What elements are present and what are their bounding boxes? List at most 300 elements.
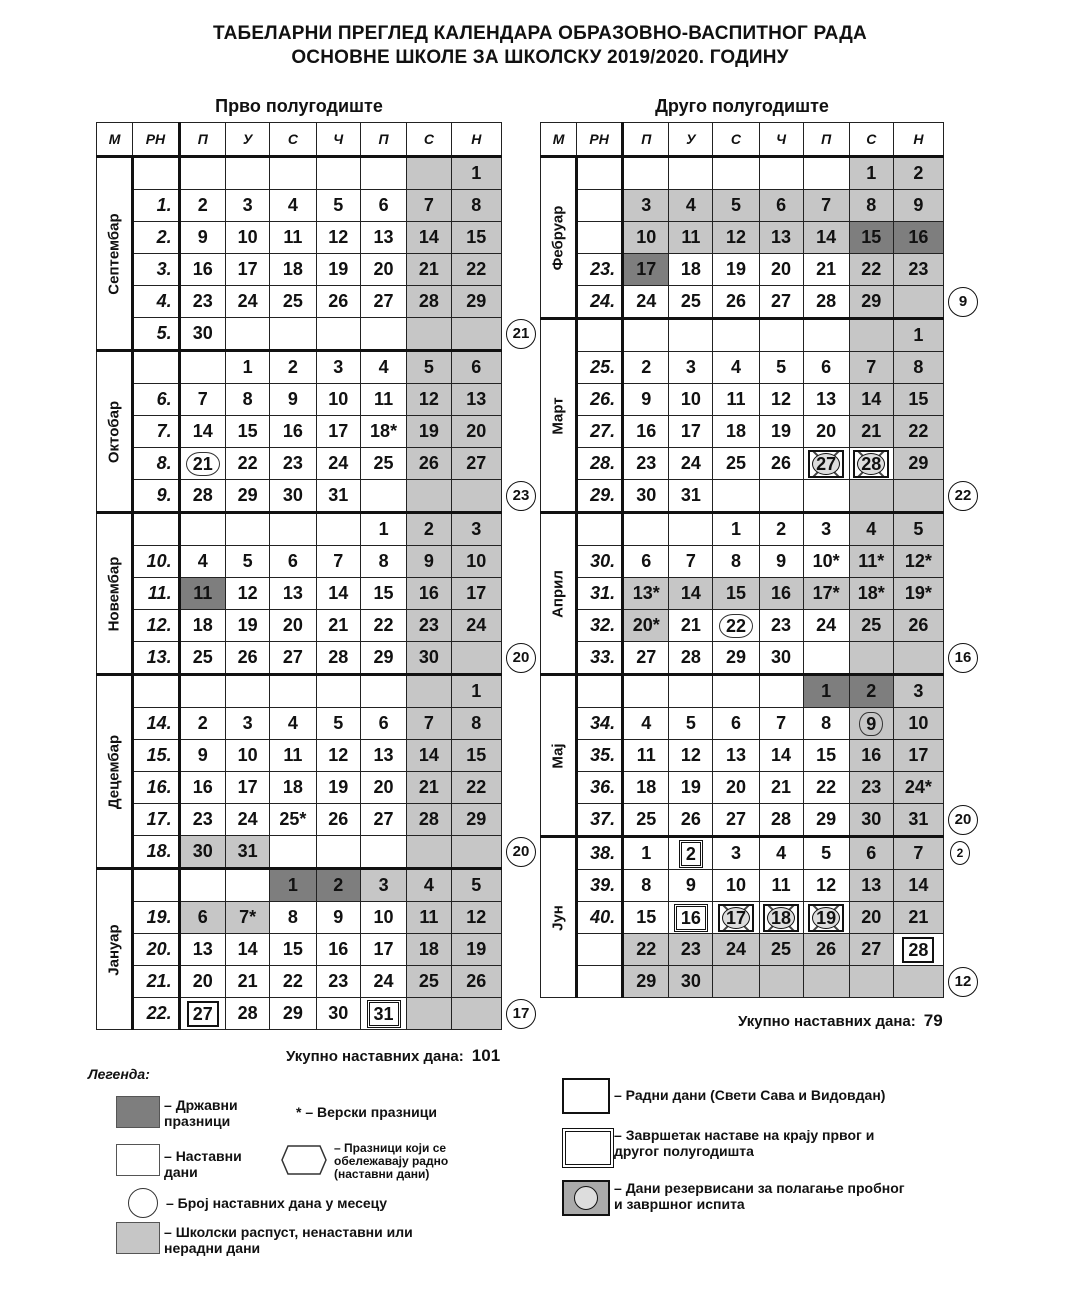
first-semester-table (96, 122, 502, 1030)
day-cell: 6 (179, 902, 225, 934)
day-cell (759, 480, 803, 513)
day-cell: 24 (360, 966, 406, 998)
day-cell: 22 (849, 254, 893, 286)
day-cell: 17 (360, 934, 406, 966)
day-cell: 18 (759, 902, 803, 934)
week-row (541, 708, 944, 740)
day-cell: 3 (623, 190, 669, 222)
week-row (541, 384, 944, 416)
day-cell: 19 (669, 772, 713, 804)
day-cell (803, 157, 849, 190)
day-cell: 17 (669, 416, 713, 448)
legend-work-days: – Радни дани (Свети Сава и Видовдан) (614, 1087, 886, 1103)
day-cell: 3 (803, 513, 849, 546)
day-cell: 29 (803, 804, 849, 837)
day-cell: 5 (316, 190, 360, 222)
day-cell (270, 836, 316, 869)
legend-circle-icon (128, 1188, 158, 1218)
day-cell (270, 675, 316, 708)
week-number: 6. (133, 384, 179, 416)
day-cell: 20 (179, 966, 225, 998)
day-cell: 13 (803, 384, 849, 416)
day-cell (713, 319, 759, 352)
day-cell (669, 675, 713, 708)
day-cell: 5 (407, 351, 451, 384)
week-number: 4. (133, 286, 179, 318)
week-row (97, 578, 502, 610)
day-cell: 11 (179, 578, 225, 610)
day-cell: 12 (759, 384, 803, 416)
day-cell: 25 (759, 934, 803, 966)
week-number: 3. (133, 254, 179, 286)
day-cell: 8 (803, 708, 849, 740)
day-cell: 7* (225, 902, 269, 934)
day-cell: 7 (893, 837, 943, 870)
day-cell: 12 (407, 384, 451, 416)
week-row (97, 966, 502, 998)
day-cell: 14 (849, 384, 893, 416)
day-cell (316, 675, 360, 708)
day-cell: 28 (407, 804, 451, 836)
week-row (541, 772, 944, 804)
week-number: 11. (133, 578, 179, 610)
week-row (541, 190, 944, 222)
day-cell: 30 (179, 836, 225, 869)
day-cell: 28 (179, 480, 225, 513)
day-cell: 9 (270, 384, 316, 416)
week-row (541, 416, 944, 448)
day-cell: 29 (360, 642, 406, 675)
day-cell: 5 (759, 352, 803, 384)
day-cell: 3 (225, 708, 269, 740)
day-cell: 6 (360, 190, 406, 222)
day-cell: 13 (451, 384, 501, 416)
week-row (97, 190, 502, 222)
week-number: 28. (577, 448, 623, 480)
week-row (97, 740, 502, 772)
day-cell: 2 (179, 190, 225, 222)
day-cell: 14 (225, 934, 269, 966)
day-cell: 18* (360, 416, 406, 448)
day-cell: 20 (360, 254, 406, 286)
day-cell: 9 (623, 384, 669, 416)
day-cell: 17 (623, 254, 669, 286)
day-cell: 14 (407, 740, 451, 772)
day-cell: 2 (407, 513, 451, 546)
week-row (541, 642, 944, 675)
day-cell: 2 (893, 157, 943, 190)
day-cell (179, 157, 225, 190)
day-cell: 7 (849, 352, 893, 384)
day-cell (407, 318, 451, 351)
month-day-count: 17 (506, 999, 536, 1029)
day-cell: 28 (803, 286, 849, 319)
day-cell: 17* (803, 578, 849, 610)
week-row (541, 934, 944, 966)
day-cell: 15 (360, 578, 406, 610)
day-cell: 10 (225, 222, 269, 254)
day-cell: 9 (893, 190, 943, 222)
page-title (0, 22, 1080, 70)
column-header: П (360, 123, 406, 157)
day-cell: 27 (849, 934, 893, 966)
week-row (541, 837, 944, 870)
day-cell: 1 (893, 319, 943, 352)
day-cell: 19 (407, 416, 451, 448)
day-cell: 9 (179, 222, 225, 254)
day-cell: 1 (451, 157, 501, 190)
day-cell (849, 480, 893, 513)
legend-exam-days: – Дани резервисани за полагање пробног и завршног испита (614, 1180, 905, 1212)
legend-state-holidays: – Државни празници (164, 1097, 238, 1129)
day-cell (451, 836, 501, 869)
day-cell: 3 (669, 352, 713, 384)
day-cell: 4 (360, 351, 406, 384)
month-day-count: 12 (948, 967, 978, 997)
day-cell (407, 480, 451, 513)
day-cell (179, 513, 225, 546)
day-cell: 13 (849, 870, 893, 902)
week-number: 34. (577, 708, 623, 740)
week-row (541, 448, 944, 480)
day-cell: 17 (451, 578, 501, 610)
day-cell: 30 (669, 966, 713, 998)
day-cell: 18 (179, 610, 225, 642)
day-cell: 12* (893, 546, 943, 578)
week-number: 13. (133, 642, 179, 675)
week-row (97, 286, 502, 318)
week-row (541, 966, 944, 998)
day-cell (316, 836, 360, 869)
day-cell: 10* (803, 546, 849, 578)
column-header: С (270, 123, 316, 157)
day-cell: 3 (360, 869, 406, 902)
day-cell: 24 (669, 448, 713, 480)
day-cell: 16 (623, 416, 669, 448)
day-cell (803, 480, 849, 513)
week-row (541, 610, 944, 642)
day-cell: 13 (360, 222, 406, 254)
day-cell: 25 (179, 642, 225, 675)
day-cell: 16 (759, 578, 803, 610)
column-header: С (407, 123, 451, 157)
header-row (97, 123, 502, 157)
week-number: 23. (577, 254, 623, 286)
day-cell: 4 (759, 837, 803, 870)
day-cell: 4 (407, 869, 451, 902)
week-number: 37. (577, 804, 623, 837)
day-cell (179, 675, 225, 708)
week-row (541, 902, 944, 934)
day-cell: 13 (759, 222, 803, 254)
week-row (97, 513, 502, 546)
day-cell: 11* (849, 546, 893, 578)
week-number: 33. (577, 642, 623, 675)
week-row (541, 480, 944, 513)
week-row (97, 836, 502, 869)
legend-title: Легенда: (88, 1066, 150, 1082)
week-row (97, 708, 502, 740)
day-cell: 10 (360, 902, 406, 934)
day-cell: 26 (803, 934, 849, 966)
week-number: 17. (133, 804, 179, 836)
day-cell: 5 (893, 513, 943, 546)
day-cell: 9 (316, 902, 360, 934)
day-cell: 22 (713, 610, 759, 642)
week-number: 35. (577, 740, 623, 772)
total-value: 79 (923, 1011, 943, 1030)
week-number: 24. (577, 286, 623, 319)
day-cell (623, 157, 669, 190)
week-row (541, 222, 944, 254)
column-header: Ч (316, 123, 360, 157)
header-row (541, 123, 944, 157)
day-cell: 30 (849, 804, 893, 837)
day-cell: 25 (360, 448, 406, 480)
second-semester-table (540, 122, 944, 998)
day-cell (759, 157, 803, 190)
column-header: М (97, 123, 133, 157)
day-cell (360, 836, 406, 869)
week-number: 40. (577, 902, 623, 934)
week-number: 10. (133, 546, 179, 578)
day-cell: 18 (623, 772, 669, 804)
day-cell: 19 (759, 416, 803, 448)
day-cell (623, 675, 669, 708)
day-cell (225, 318, 269, 351)
week-row (541, 870, 944, 902)
day-cell: 26 (759, 448, 803, 480)
week-row (541, 352, 944, 384)
day-cell: 7 (407, 708, 451, 740)
day-cell: 13* (623, 578, 669, 610)
day-cell: 15 (623, 902, 669, 934)
day-cell (893, 966, 943, 998)
month-day-count: 9 (948, 287, 978, 317)
month-label: Јун (541, 837, 577, 998)
day-cell (316, 513, 360, 546)
day-cell: 25 (849, 610, 893, 642)
day-cell (360, 318, 406, 351)
day-cell: 6 (451, 351, 501, 384)
day-cell: 12 (225, 578, 269, 610)
day-cell: 12 (803, 870, 849, 902)
day-cell: 23 (893, 254, 943, 286)
day-cell: 18 (407, 934, 451, 966)
day-cell: 19 (713, 254, 759, 286)
day-cell: 29 (451, 286, 501, 318)
legend-teaching-days: – Наставни дани (164, 1148, 242, 1180)
day-cell: 11 (407, 902, 451, 934)
day-cell: 11 (270, 222, 316, 254)
week-row (541, 513, 944, 546)
day-cell: 18 (270, 254, 316, 286)
day-cell: 10 (225, 740, 269, 772)
day-cell: 27 (360, 286, 406, 318)
legend-state-swatch (116, 1096, 160, 1128)
day-cell: 4 (270, 708, 316, 740)
day-cell: 23 (407, 610, 451, 642)
day-cell: 1 (623, 837, 669, 870)
day-cell: 27 (360, 804, 406, 836)
day-cell (669, 319, 713, 352)
day-cell (451, 480, 501, 513)
day-cell: 22 (803, 772, 849, 804)
day-cell: 14 (669, 578, 713, 610)
day-cell: 25 (623, 804, 669, 837)
day-cell: 15 (849, 222, 893, 254)
day-cell: 8 (451, 708, 501, 740)
week-number (577, 319, 623, 352)
month-day-count: 21 (506, 319, 536, 349)
week-number (577, 157, 623, 190)
day-cell: 20 (803, 416, 849, 448)
day-cell (713, 966, 759, 998)
week-number: 25. (577, 352, 623, 384)
day-cell: 23 (623, 448, 669, 480)
day-cell (713, 480, 759, 513)
month-label: Децембар (97, 675, 133, 869)
day-cell: 4 (270, 190, 316, 222)
day-cell: 11 (669, 222, 713, 254)
day-cell: 2 (849, 675, 893, 708)
column-header: П (179, 123, 225, 157)
day-cell: 6 (713, 708, 759, 740)
day-cell: 24* (893, 772, 943, 804)
day-cell: 8 (270, 902, 316, 934)
day-cell: 25* (270, 804, 316, 836)
week-row (541, 675, 944, 708)
day-cell: 5 (713, 190, 759, 222)
day-cell: 3 (713, 837, 759, 870)
day-cell: 16 (407, 578, 451, 610)
day-cell (225, 869, 269, 902)
week-row (97, 480, 502, 513)
day-cell: 20 (270, 610, 316, 642)
day-cell: 6 (803, 352, 849, 384)
day-cell: 8 (849, 190, 893, 222)
day-cell: 24 (225, 804, 269, 836)
month-label: Фебруар (541, 157, 577, 319)
week-number: 30. (577, 546, 623, 578)
day-cell (759, 675, 803, 708)
legend-school-break: – Школски распуст, ненаставни или нерадни дани (164, 1224, 413, 1256)
day-cell: 5 (316, 708, 360, 740)
day-cell: 8 (713, 546, 759, 578)
day-cell: 7 (179, 384, 225, 416)
day-cell: 24 (623, 286, 669, 319)
day-cell: 29 (849, 286, 893, 319)
day-cell: 21 (759, 772, 803, 804)
day-cell: 16 (270, 416, 316, 448)
week-row (541, 319, 944, 352)
day-cell (759, 319, 803, 352)
week-number: 15. (133, 740, 179, 772)
day-cell (713, 675, 759, 708)
day-cell: 12 (713, 222, 759, 254)
day-cell: 26 (316, 286, 360, 318)
week-row (97, 869, 502, 902)
day-cell (893, 480, 943, 513)
day-cell: 29 (225, 480, 269, 513)
day-cell: 19 (316, 772, 360, 804)
day-cell: 16 (179, 254, 225, 286)
day-cell: 24 (803, 610, 849, 642)
day-cell: 10 (893, 708, 943, 740)
second-semester-total (738, 1011, 943, 1031)
day-cell: 6 (759, 190, 803, 222)
day-cell: 10 (669, 384, 713, 416)
day-cell: 24 (713, 934, 759, 966)
week-row (97, 157, 502, 190)
legend-workday-swatch (562, 1078, 610, 1114)
day-cell (316, 157, 360, 190)
day-cell: 7 (407, 190, 451, 222)
day-cell: 23 (669, 934, 713, 966)
day-cell: 14 (407, 222, 451, 254)
week-number: 22. (133, 998, 179, 1030)
column-header: У (225, 123, 269, 157)
week-number: 9. (133, 480, 179, 513)
legend-teaching-swatch (116, 1144, 160, 1176)
day-cell: 28 (849, 448, 893, 480)
day-cell: 3 (316, 351, 360, 384)
day-cell (407, 998, 451, 1030)
month-day-count: 23 (506, 481, 536, 511)
week-row (541, 286, 944, 319)
day-cell: 20 (451, 416, 501, 448)
day-cell: 12 (316, 222, 360, 254)
day-cell: 30 (407, 642, 451, 675)
month-day-count: 20 (506, 643, 536, 673)
day-cell: 30 (316, 998, 360, 1030)
week-number: 16. (133, 772, 179, 804)
day-cell: 27 (451, 448, 501, 480)
day-cell: 25 (713, 448, 759, 480)
day-cell (893, 642, 943, 675)
week-row (97, 610, 502, 642)
week-number: 29. (577, 480, 623, 513)
day-cell: 12 (451, 902, 501, 934)
day-cell (803, 319, 849, 352)
second-semester-heading: Друго полугодиште (655, 96, 829, 116)
day-cell: 16 (893, 222, 943, 254)
day-cell: 29 (893, 448, 943, 480)
day-cell: 27 (179, 998, 225, 1030)
week-number: 19. (133, 902, 179, 934)
day-cell (225, 513, 269, 546)
day-cell: 27 (713, 804, 759, 837)
day-cell: 15 (803, 740, 849, 772)
day-cell: 14 (759, 740, 803, 772)
first-semester-total (286, 1046, 500, 1066)
day-cell (451, 642, 501, 675)
day-cell: 15 (451, 222, 501, 254)
day-cell (669, 157, 713, 190)
day-cell: 4 (179, 546, 225, 578)
month-label: Април (541, 513, 577, 675)
day-cell (623, 513, 669, 546)
day-cell: 26 (316, 804, 360, 836)
week-number (577, 675, 623, 708)
day-cell: 8 (451, 190, 501, 222)
day-cell: 21 (849, 416, 893, 448)
day-cell: 31 (316, 480, 360, 513)
day-cell: 11 (270, 740, 316, 772)
day-cell: 5 (669, 708, 713, 740)
month-day-count: 20 (506, 837, 536, 867)
day-cell: 20 (849, 902, 893, 934)
